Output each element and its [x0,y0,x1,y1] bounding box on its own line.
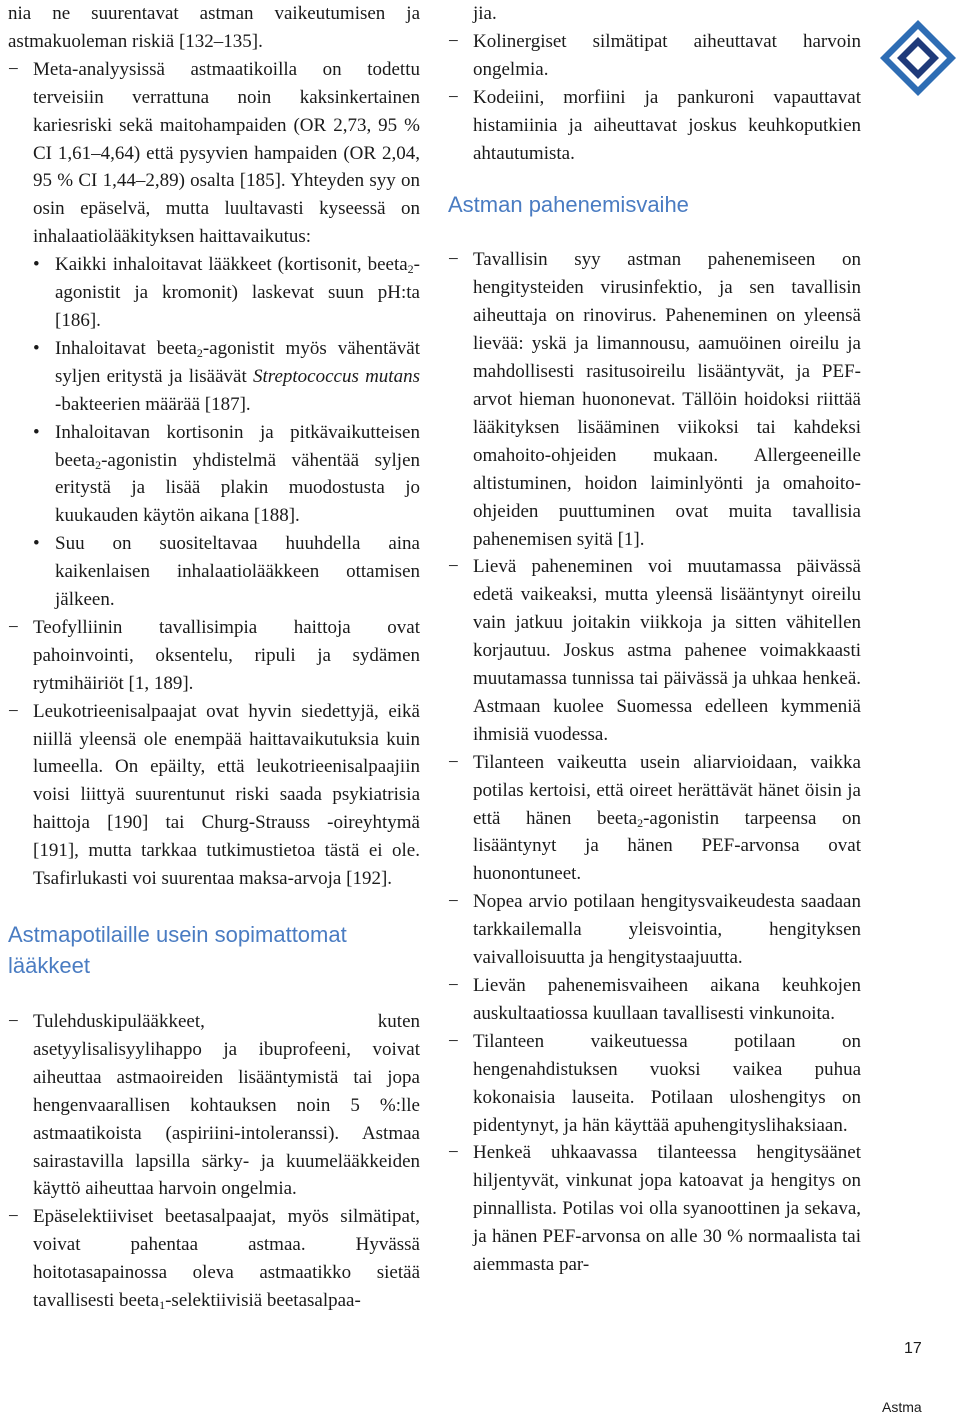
bullet-item-saliva: • Inhaloitavat beeta$_2$-agonistit myös vähentävät syljen eritystä ja lisäävät Streptococcus mutans -bakteerien määrää [187]. [33,335,420,419]
dash-marker: − [448,751,459,773]
right-continuation-text: jia. [473,3,497,24]
list-item-quick-assessment: − Nopea arvio potilaan hengitysvaikeudesta saadaan tarkkailemalla yleisvointia, hengityksen vaivalloisuutta ja hengitystaajuutta. [448,888,861,972]
dash-marker: − [8,58,19,80]
right-column [448,0,861,1279]
bullet-item-plaque: • Inhaloitavan kortisonin ja pitkävaikutteisen beeta$_2$-agonistin yhdistelmä vähentää syljen eritystä ja lisää plakin muodostusta jo kuukauden käytön aikana [188]. [33,419,420,531]
list-item-common-cause: − Tavallisin syy astman pahenemiseen on hengitysteiden virusinfektio, ja sen tavallisin aiheuttaja on rinovirus. Paheneminen on yleensä lievää: yskä ja limannousu, aamuöinen oireilu ja mahdollisesti rasitusoireilu lisääntyvät, ja PEF-arvot hieman huononevat. Tällöin hoidoksi riittää lääkityksen lisääminen viikoksi tai kahdeksi omahoito-ohjeiden mukaan. Allergeeneille altistuminen, hoidon laiminlyönti ja omahoito-ohjeiden puuttuminen ovat muita tavallisia pahenemisen syitä [1]. [448,246,861,553]
dash-marker: − [8,700,19,722]
dash-marker: − [8,1011,19,1032]
dash-marker: − [448,975,459,996]
dash-marker: − [448,30,459,52]
list-item-nsaids: − Tulehduskipulääkkeet, kuten asetyylisalisyylihappo ja ibuprofeeni, voivat aiheuttaa astmaoireiden lisääntymistä tai jopa hengenvaarallisen kohtauksen noin 5 %:lle astmaatikoista (aspiriini-intoleranssi). Astmaa sairastavilla lapsilla särky- ja kuumelääkkeiden käyttö aiheuttaa harvoin ongelmia. [8,1008,420,1203]
list-item-cholinergic: − Kolinergiset silmätipat aiheuttavat harvoin ongelmia. [448,28,861,84]
dash-marker: − [448,249,459,271]
list-item-worsening: − Tilanteen vaikeutuessa potilaan on hengenahdistuksen vuoksi vaikea puhua kokonaisia lauseita. Potilaan uloshengitys on pidentynyt, ja hän käyttää apuhengityslihaksiaan. [448,1028,861,1140]
dash-marker: − [448,891,459,913]
list-item-theophylline: − Teofylliinin tavallisimpia haittoja ovat pahoinvointi, oksentelu, ripuli ja sydämen rytmihäiriöt [1, 189]. [8,614,420,698]
dash-marker: − [448,1142,459,1164]
list-item-beta-blockers: − Epäselektiiviset beetasalpaajat, myös silmätipat, voivat pahentaa astmaa. Hyvässä hoitotasapainossa oleva astmaatikko sietää tavallisesti beeta$_1$-selektiivisiä beetasalpaa- [8,1203,420,1315]
bullet-marker: • [33,337,40,359]
list-item-life-threatening: − Henkeä uhkaavassa tilanteessa hengitysäänet hiljentyvät, vinkunat jopa katoavat ja hengitys on pinnallista. Potilas voi olla syanoottinen ja sekava, ja hänen PEF-arvonsa on alle 30 % normaalista tai aiemmasta par- [448,1139,861,1279]
left-column [8,0,420,1315]
bullet-marker: • [33,533,40,555]
dash-marker: − [448,1030,459,1052]
section-heading-exacerbation: Astman pahenemisvaihe [448,192,689,218]
bullet-marker: • [33,254,40,276]
page-number: 17 [904,1340,922,1357]
list-item-underestimation: − Tilanteen vaikeutta usein aliarvioidaan, vaikka potilas kertoisi, että oireet herättävät hänet öisin ja että hänen beeta$_2$-agonistin tarpeensa on lisääntynyt ja hänen PEF-arvonsa ovat huonontuneet. [448,749,861,889]
bullet-marker: • [33,421,40,443]
dash-marker: − [448,86,459,108]
section-heading-unsuitable-drugs: Astmapotilaille usein sopimattomat lääkkeet [8,922,347,978]
bullet-item-rinse: • Suu on suositeltavaa huuhdella aina kaikenlaisen inhalaatiolääkkeen ottamisen jälkeen. [33,530,420,614]
diamond-logo-icon [878,18,958,98]
list-item-leukotriene: − Leukotrieenisalpaajat ovat hyvin siedettyjä, eikä niillä yleensä ole enempää haittavaikutuksia kuin lumeella. On epäilty, että leukotrieenisalpaajiin voisi liittyä suurentunut riski saada psykiatrisia haittoja [190] tai Churg-Strauss -oireyhtymä [191], mutta tarkkaa tutkimustietoa tästä ei ole. Tsafirlukasti voi suurentaa maksa-arvoja [192]. [8,698,420,893]
left-intro-text: nia ne suurentavat astman vaikeutumisen ja astmakuoleman riskiä [132–135]. [8,3,420,52]
list-item-dental-risk: − Meta-analyysissä astmaatikoilla on todettu terveisiin verrattuna noin kaksinkertainen kariesriski sekä maitohampaiden (OR 2,73, 95 % CI 1,61–4,64) että pysyvien hampaiden (OR 2,04, 95 % CI 1,44–2,89) osalta [185]. Yhteyden syy on osin epäselvä, mutta luultavasti kyseessä on inhalaatiolääkityksen haittavaikutus: [8,56,420,251]
footer-label: Astma [882,1399,922,1415]
list-item-codeine: − Kodeiini, morfiini ja pankuroni vapauttavat histamiinia ja aiheuttavat joskus keuhkoputkien ahtautumista. [448,84,861,168]
dash-marker: − [8,1206,19,1228]
list-item-auscultation: − Lievän pahenemisvaiheen aikana keuhkojen auskultaatiossa kuullaan tavallisesti vinkunoita. [448,972,861,1028]
bullet-list-inhalation-effects [8,251,420,614]
list-item-mild-exacerbation: − Lievä paheneminen voi muutamassa päivässä edetä vaikeaksi, mutta yleensä lisääntynyt oireilu vain jatkuu joitakin viikkoja ja sitten vähitellen korjautuu. Joskus astma pahenee voimakkaasti muutamassa tunnissa tai päivässä ja uhkaa henkeä. Astmaan kuolee Suomessa edelleen kymmeniä ihmisiä vuodessa. [448,553,861,748]
dash-marker: − [448,556,459,578]
bullet-item-ph: • Kaikki inhaloitavat lääkkeet (kortisonit, beeta$_2$-agonistit ja kromonit) laskevat suun pH:ta [186]. [33,251,420,335]
dash-marker: − [8,616,19,638]
